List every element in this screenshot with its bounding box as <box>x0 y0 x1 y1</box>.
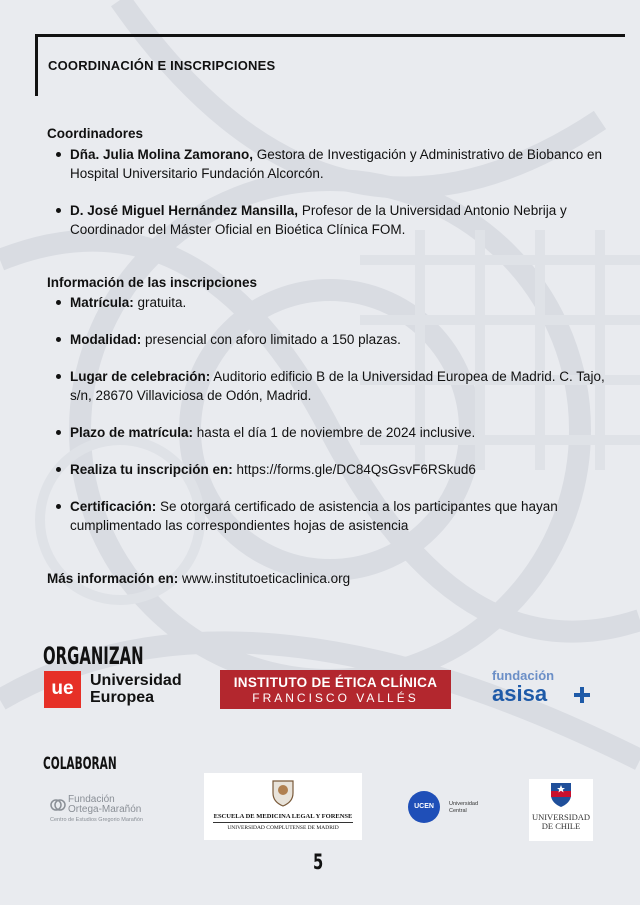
item-value: hasta el día 1 de noviembre de 2024 inclusive. <box>193 425 476 440</box>
item-value: presencial con aforo limitado a 150 plazas. <box>141 332 401 347</box>
item-label: Lugar de celebración: <box>70 369 211 384</box>
coordinators-heading: Coordinadores <box>47 126 144 141</box>
ue-mark: ue <box>44 671 81 708</box>
item-value: Auditorio edificio B de la Universidad Europea de Madrid. C. Tajo, s/n, 28670 Villaviciosa de Odón, Madrid. <box>70 369 605 403</box>
asisa-line2: asisa <box>492 681 548 706</box>
list-item <box>47 497 612 535</box>
iec-line2: FRANCISCO VALLÉS <box>252 691 419 705</box>
universidad-europea-logo <box>44 671 189 711</box>
complutense-crest-icon <box>270 777 296 807</box>
coordinator-name: Dña. Julia Molina Zamorano, <box>70 147 254 162</box>
list-item <box>47 330 612 349</box>
universidad-central-logo <box>408 790 490 826</box>
list-item <box>47 293 612 312</box>
more-info-label: Más información en: <box>47 571 179 586</box>
list-item <box>47 423 612 442</box>
list-item <box>47 201 612 239</box>
asisa-line1: fundación <box>492 668 555 683</box>
coordinator-role: Profesor de la Universidad Antonio Nebrija y Coordinador del Máster Oficial en Bioética Clínica FOM. <box>70 203 567 237</box>
ue-line1: Universidad <box>90 672 182 689</box>
chile-line1: UNIVERSIDAD <box>531 812 591 822</box>
item-label: Modalidad: <box>70 332 142 347</box>
fundacion-asisa-logo <box>492 668 602 708</box>
chile-line2: DE CHILE <box>541 821 581 831</box>
more-info <box>47 571 350 586</box>
central-mark: UCEN <box>408 791 440 823</box>
ortega-line3: Centro de Estudios Gregorio Marañón <box>50 817 143 823</box>
instituto-etica-clinica-logo <box>220 670 451 709</box>
registration-heading: Información de las inscripciones <box>47 275 258 290</box>
collaborators-heading: COLABORAN <box>43 754 117 774</box>
ortega-emblem-icon <box>50 797 66 813</box>
list-item <box>47 367 612 405</box>
registration-list <box>47 293 612 535</box>
page-number: 5 <box>313 850 324 874</box>
section-title: COORDINACIÓN E INSCRIPCIONES <box>48 58 276 73</box>
escuela-medicina-legal-logo <box>204 773 362 840</box>
item-label: Realiza tu inscripción en: <box>70 462 233 477</box>
universidad-de-chile-logo <box>529 779 593 841</box>
medicina-line2: UNIVERSIDAD COMPLUTENSE DE MADRID <box>227 825 339 831</box>
list-item <box>47 460 612 479</box>
central-line1: Universidad <box>449 801 479 807</box>
ue-line2: Europea <box>90 689 155 706</box>
central-line2: Central <box>449 808 467 814</box>
coordinator-role: Gestora de Investigación y Administrativo de Biobanco en Hospital Universitario Fundación Alcorcón. <box>70 147 602 181</box>
coordinator-name: D. José Miguel Hernández Mansilla, <box>70 203 299 218</box>
iec-line1: INSTITUTO DE ÉTICA CLÍNICA <box>233 675 438 690</box>
item-label: Certificación: <box>70 499 157 514</box>
chile-crest-icon <box>550 782 572 808</box>
organizers-heading: ORGANIZAN <box>43 642 144 670</box>
plus-icon <box>573 686 591 704</box>
coordinators-list <box>47 145 612 239</box>
ortega-line1: Fundación <box>68 794 115 805</box>
registration-link[interactable]: https://forms.gle/DC84QsGsvF6RSkud6 <box>232 462 476 477</box>
more-info-link[interactable]: www.institutoeticaclinica.org <box>178 571 351 586</box>
item-value: Se otorgará certificado de asistencia a los participantes que hayan cumplimentado las correspondientes hojas de asistencia <box>70 499 558 533</box>
item-value: gratuita. <box>133 295 187 310</box>
item-label: Plazo de matrícula: <box>70 425 194 440</box>
fundacion-ortega-maranon-logo <box>50 795 160 831</box>
medicina-line1: ESCUELA DE MEDICINA LEGAL Y FORENSE <box>213 813 353 820</box>
item-label: Matrícula: <box>70 295 134 310</box>
list-item <box>47 145 612 183</box>
ortega-line2: Ortega-Marañón <box>68 804 142 815</box>
